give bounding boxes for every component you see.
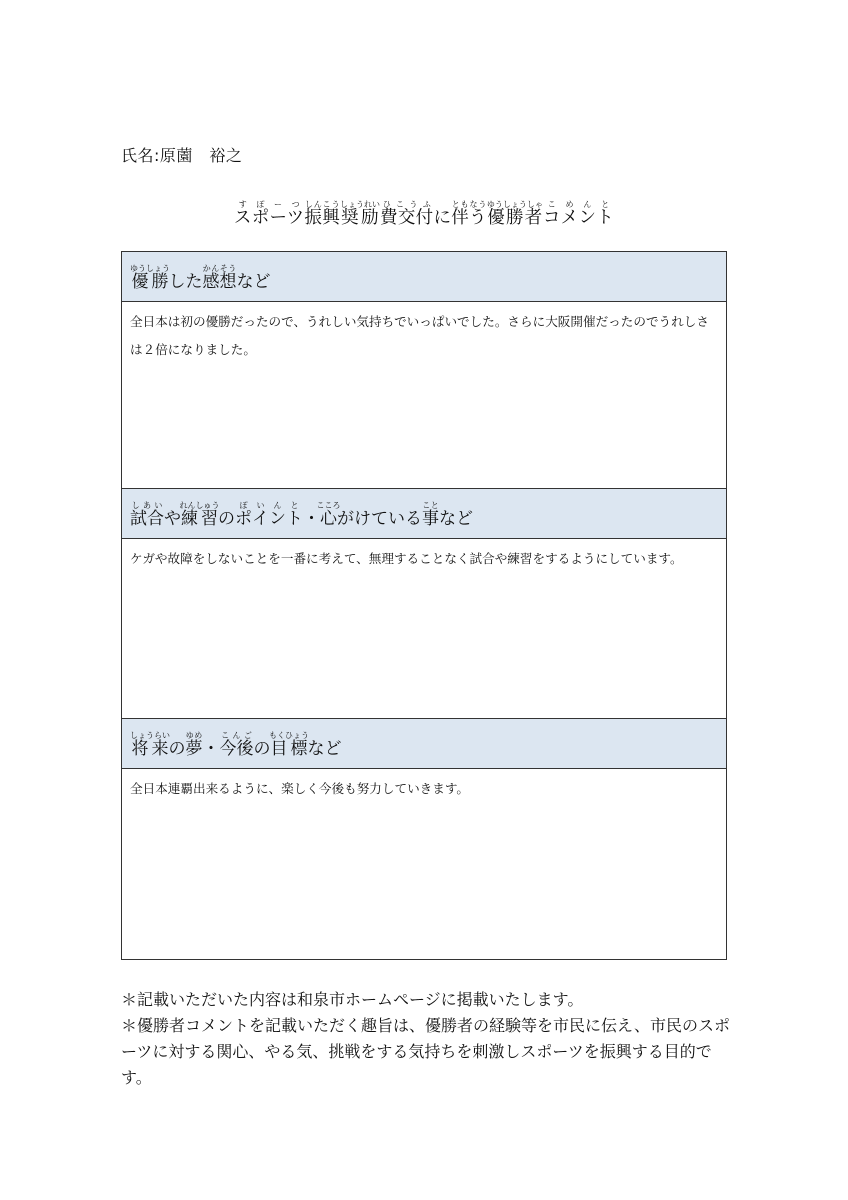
section-answer-practice-points[interactable]: ケガや故障をしないことを一番に考えて、無理することなく試合や練習をするようにしています。 bbox=[130, 551, 683, 566]
ruby-segment: 感想かんそう bbox=[202, 264, 237, 292]
text-segment: の bbox=[168, 739, 186, 759]
section-answer-future-goals[interactable]: 全日本連覇出来るように、楽しく今後も努力していきます。 bbox=[130, 781, 470, 796]
text-segment: ・ bbox=[202, 739, 220, 759]
furigana: ゆうしょう bbox=[130, 264, 170, 273]
furigana: こめんと bbox=[542, 200, 615, 209]
furigana: ぽいんと bbox=[235, 501, 303, 510]
comment-form-table bbox=[121, 251, 727, 960]
ruby-segment: 試合しあい bbox=[130, 501, 164, 529]
ruby-segment: 優勝ゆうしょう bbox=[130, 264, 170, 292]
ruby-segment: 事こと bbox=[422, 501, 439, 529]
furigana: こと bbox=[422, 501, 439, 510]
text-segment: など bbox=[439, 509, 473, 529]
furigana: れんしゅう bbox=[179, 501, 220, 510]
furigana: かんそう bbox=[202, 264, 237, 273]
ruby-segment: 奨励しょうれい bbox=[340, 200, 381, 228]
furigana: ゆうしょうしゃ bbox=[486, 200, 543, 209]
furigana: こんご bbox=[219, 731, 254, 740]
furigana: もくひょう bbox=[269, 731, 309, 740]
footnote-purpose: ＊優勝者コメントを記載いただく趣旨は、優勝者の経験等を市民に伝え、市民のスポーツに対する関心、やる気、挑戦をする気持ちを刺激しスポーツを振興する目的です。 bbox=[121, 1016, 730, 1087]
ruby-segment: 伴うともなう bbox=[451, 200, 487, 228]
ruby-segment: 費交付ひこうふ bbox=[380, 200, 434, 228]
text-segment: した bbox=[168, 272, 203, 292]
text-segment: の bbox=[218, 509, 235, 529]
document-title bbox=[120, 200, 728, 229]
footnotes bbox=[121, 987, 733, 1091]
section-future-goals bbox=[122, 719, 726, 959]
ruby-segment: 優勝者ゆうしょうしゃ bbox=[486, 200, 543, 228]
text-segment: の bbox=[253, 739, 271, 759]
section-answer-impressions[interactable]: 全日本は初の優勝だったので、うれしい気持ちでいっぱいでした。さらに大阪開催だったのでうれしさは２倍になりました。 bbox=[130, 314, 709, 357]
furigana: ゆめ bbox=[185, 731, 203, 740]
text-segment: や bbox=[164, 509, 181, 529]
furigana: しあい bbox=[130, 501, 164, 510]
furigana: ひこうふ bbox=[380, 200, 434, 209]
ruby-segment: 目標もくひょう bbox=[269, 731, 309, 759]
text-segment: がけている bbox=[337, 509, 422, 529]
furigana: すぽーつ bbox=[233, 200, 305, 209]
footnote-publication: ＊記載いただいた内容は和泉市ホームページに掲載いたします。 bbox=[121, 990, 584, 1009]
ruby-segment: スポーツすぽーつ bbox=[233, 200, 305, 228]
section-heading-practice-points bbox=[122, 489, 726, 539]
furigana: しょうれい bbox=[340, 200, 381, 209]
furigana: こころ bbox=[316, 501, 341, 510]
ruby-segment: 将来しょうらい bbox=[130, 731, 170, 759]
text-segment: など bbox=[307, 739, 342, 759]
ruby-segment: コメントこめんと bbox=[542, 200, 615, 228]
ruby-segment: 夢ゆめ bbox=[185, 731, 203, 759]
text-segment: ・ bbox=[303, 509, 320, 529]
section-practice-points bbox=[122, 489, 726, 719]
text-segment: に bbox=[433, 208, 452, 228]
furigana: しょうらい bbox=[130, 731, 170, 740]
ruby-segment: 今後こんご bbox=[219, 731, 254, 759]
furigana: ともなう bbox=[451, 200, 487, 209]
furigana: しんこう bbox=[304, 200, 341, 209]
section-heading-future-goals bbox=[122, 719, 726, 769]
section-impressions bbox=[122, 252, 726, 489]
applicant-name: 氏名:原薗 裕之 bbox=[121, 146, 243, 165]
text-segment: など bbox=[236, 272, 271, 292]
ruby-segment: 振興しんこう bbox=[304, 200, 341, 228]
ruby-segment: 練習れんしゅう bbox=[179, 501, 220, 529]
ruby-segment: 心こころ bbox=[316, 501, 341, 529]
section-heading-impressions bbox=[122, 252, 726, 302]
ruby-segment: ポイントぽいんと bbox=[235, 501, 303, 529]
